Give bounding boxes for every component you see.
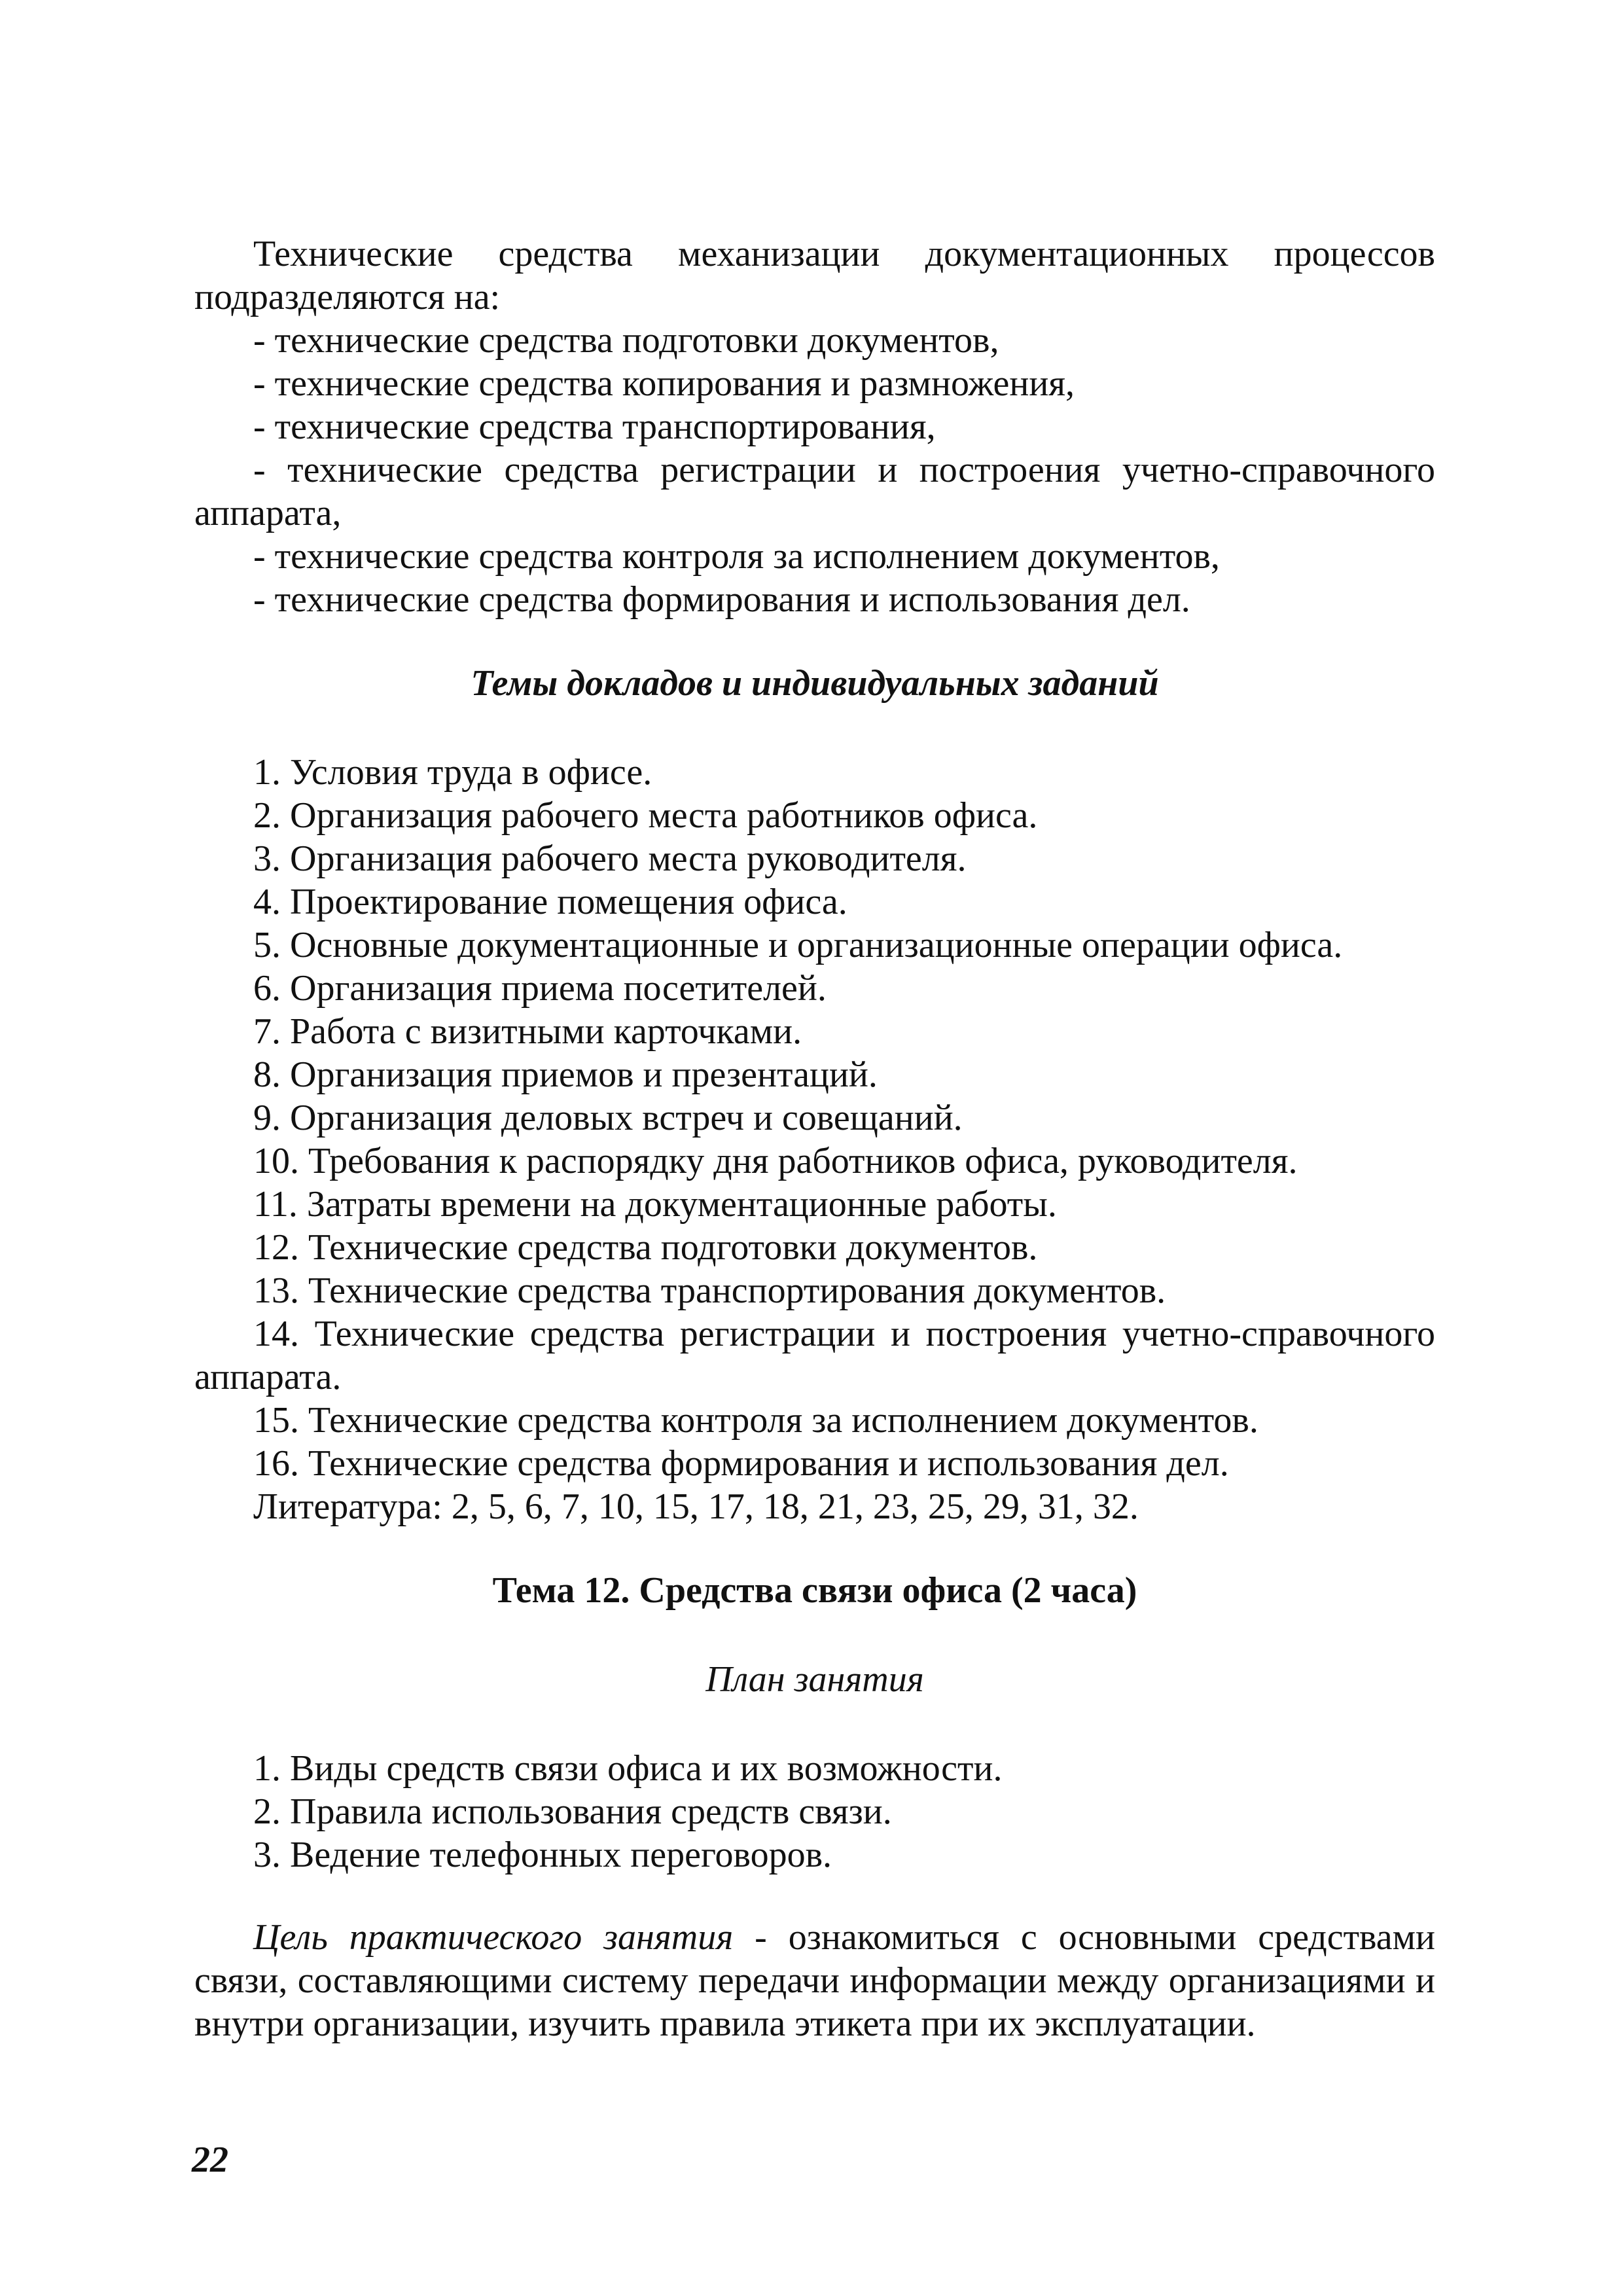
page-content <box>194 232 1435 2045</box>
topic-item: 16. Технические средства формирования и использования дел. <box>253 1443 1229 1484</box>
topic-item: 14. Технические средства регистрации и построения учетно-справочного аппарата. <box>194 1314 1435 1397</box>
topic12-title: Тема 12. Средства связи офиса (2 часа) <box>492 1570 1137 1611</box>
intro-paragraph: Технические средства механизации документационных процессов подразделяются на: <box>194 234 1435 317</box>
topic-item: 9. Организация деловых встреч и совещаний. <box>253 1098 963 1138</box>
intro-bullet: - технические средства копирования и размножения, <box>253 363 1075 404</box>
topics-heading: Темы докладов и индивидуальных заданий <box>471 663 1159 704</box>
intro-bullet: - технические средства формирования и использования дел. <box>253 579 1190 620</box>
goal-text: - ознакомиться с основными средствами связи, составляющими систему передачи информации между организациями и внутри организации, изучить правила этикета при их эксплуатации. <box>194 1917 1436 2044</box>
page-number: 22 <box>192 2140 228 2180</box>
topic-item: 3. Организация рабочего места руководителя. <box>253 838 967 879</box>
topic-item: 5. Основные документационные и организационные операции офиса. <box>253 925 1343 965</box>
intro-bullet: - технические средства подготовки документов, <box>253 320 999 361</box>
topic-item: 13. Технические средства транспортирования документов. <box>253 1270 1166 1311</box>
intro-bullet: - технические средства транспортирования, <box>253 406 936 447</box>
intro-bullet: - технические средства контроля за исполнением документов, <box>253 536 1220 577</box>
topic-item: 8. Организация приемов и презентаций. <box>253 1054 878 1095</box>
plan-item: 3. Ведение телефонных переговоров. <box>253 1835 832 1875</box>
topic-item: 2. Организация рабочего места работников офиса. <box>253 795 1038 836</box>
goal-paragraph <box>194 1916 1435 2045</box>
topic-item: 12. Технические средства подготовки документов. <box>253 1227 1038 1268</box>
goal-label: Цель практического занятия <box>253 1917 734 1958</box>
plan-heading: План занятия <box>705 1659 924 1700</box>
topic-item: 6. Организация приема посетителей. <box>253 968 827 1009</box>
literature-line: Литература: 2, 5, 6, 7, 10, 15, 17, 18, 21, 23, 25, 29, 31, 32. <box>253 1486 1139 1527</box>
topic-item: 11. Затраты времени на документационные работы. <box>253 1184 1057 1225</box>
topic-item: 4. Проектирование помещения офиса. <box>253 882 847 922</box>
topic-item: 1. Условия труда в офисе. <box>253 752 652 793</box>
topic-item: 10. Требования к распорядку дня работников офиса, руководителя. <box>253 1141 1298 1181</box>
topic-item: 15. Технические средства контроля за исполнением документов. <box>253 1400 1258 1441</box>
intro-bullet: - технические средства регистрации и построения учетно-справочного аппарата, <box>194 450 1435 533</box>
plan-item: 1. Виды средств связи офиса и их возможности. <box>253 1748 1003 1789</box>
section-gap <box>194 1876 1435 1916</box>
plan-item: 2. Правила использования средств связи. <box>253 1791 892 1832</box>
topic-item: 7. Работа с визитными карточками. <box>253 1011 802 1052</box>
